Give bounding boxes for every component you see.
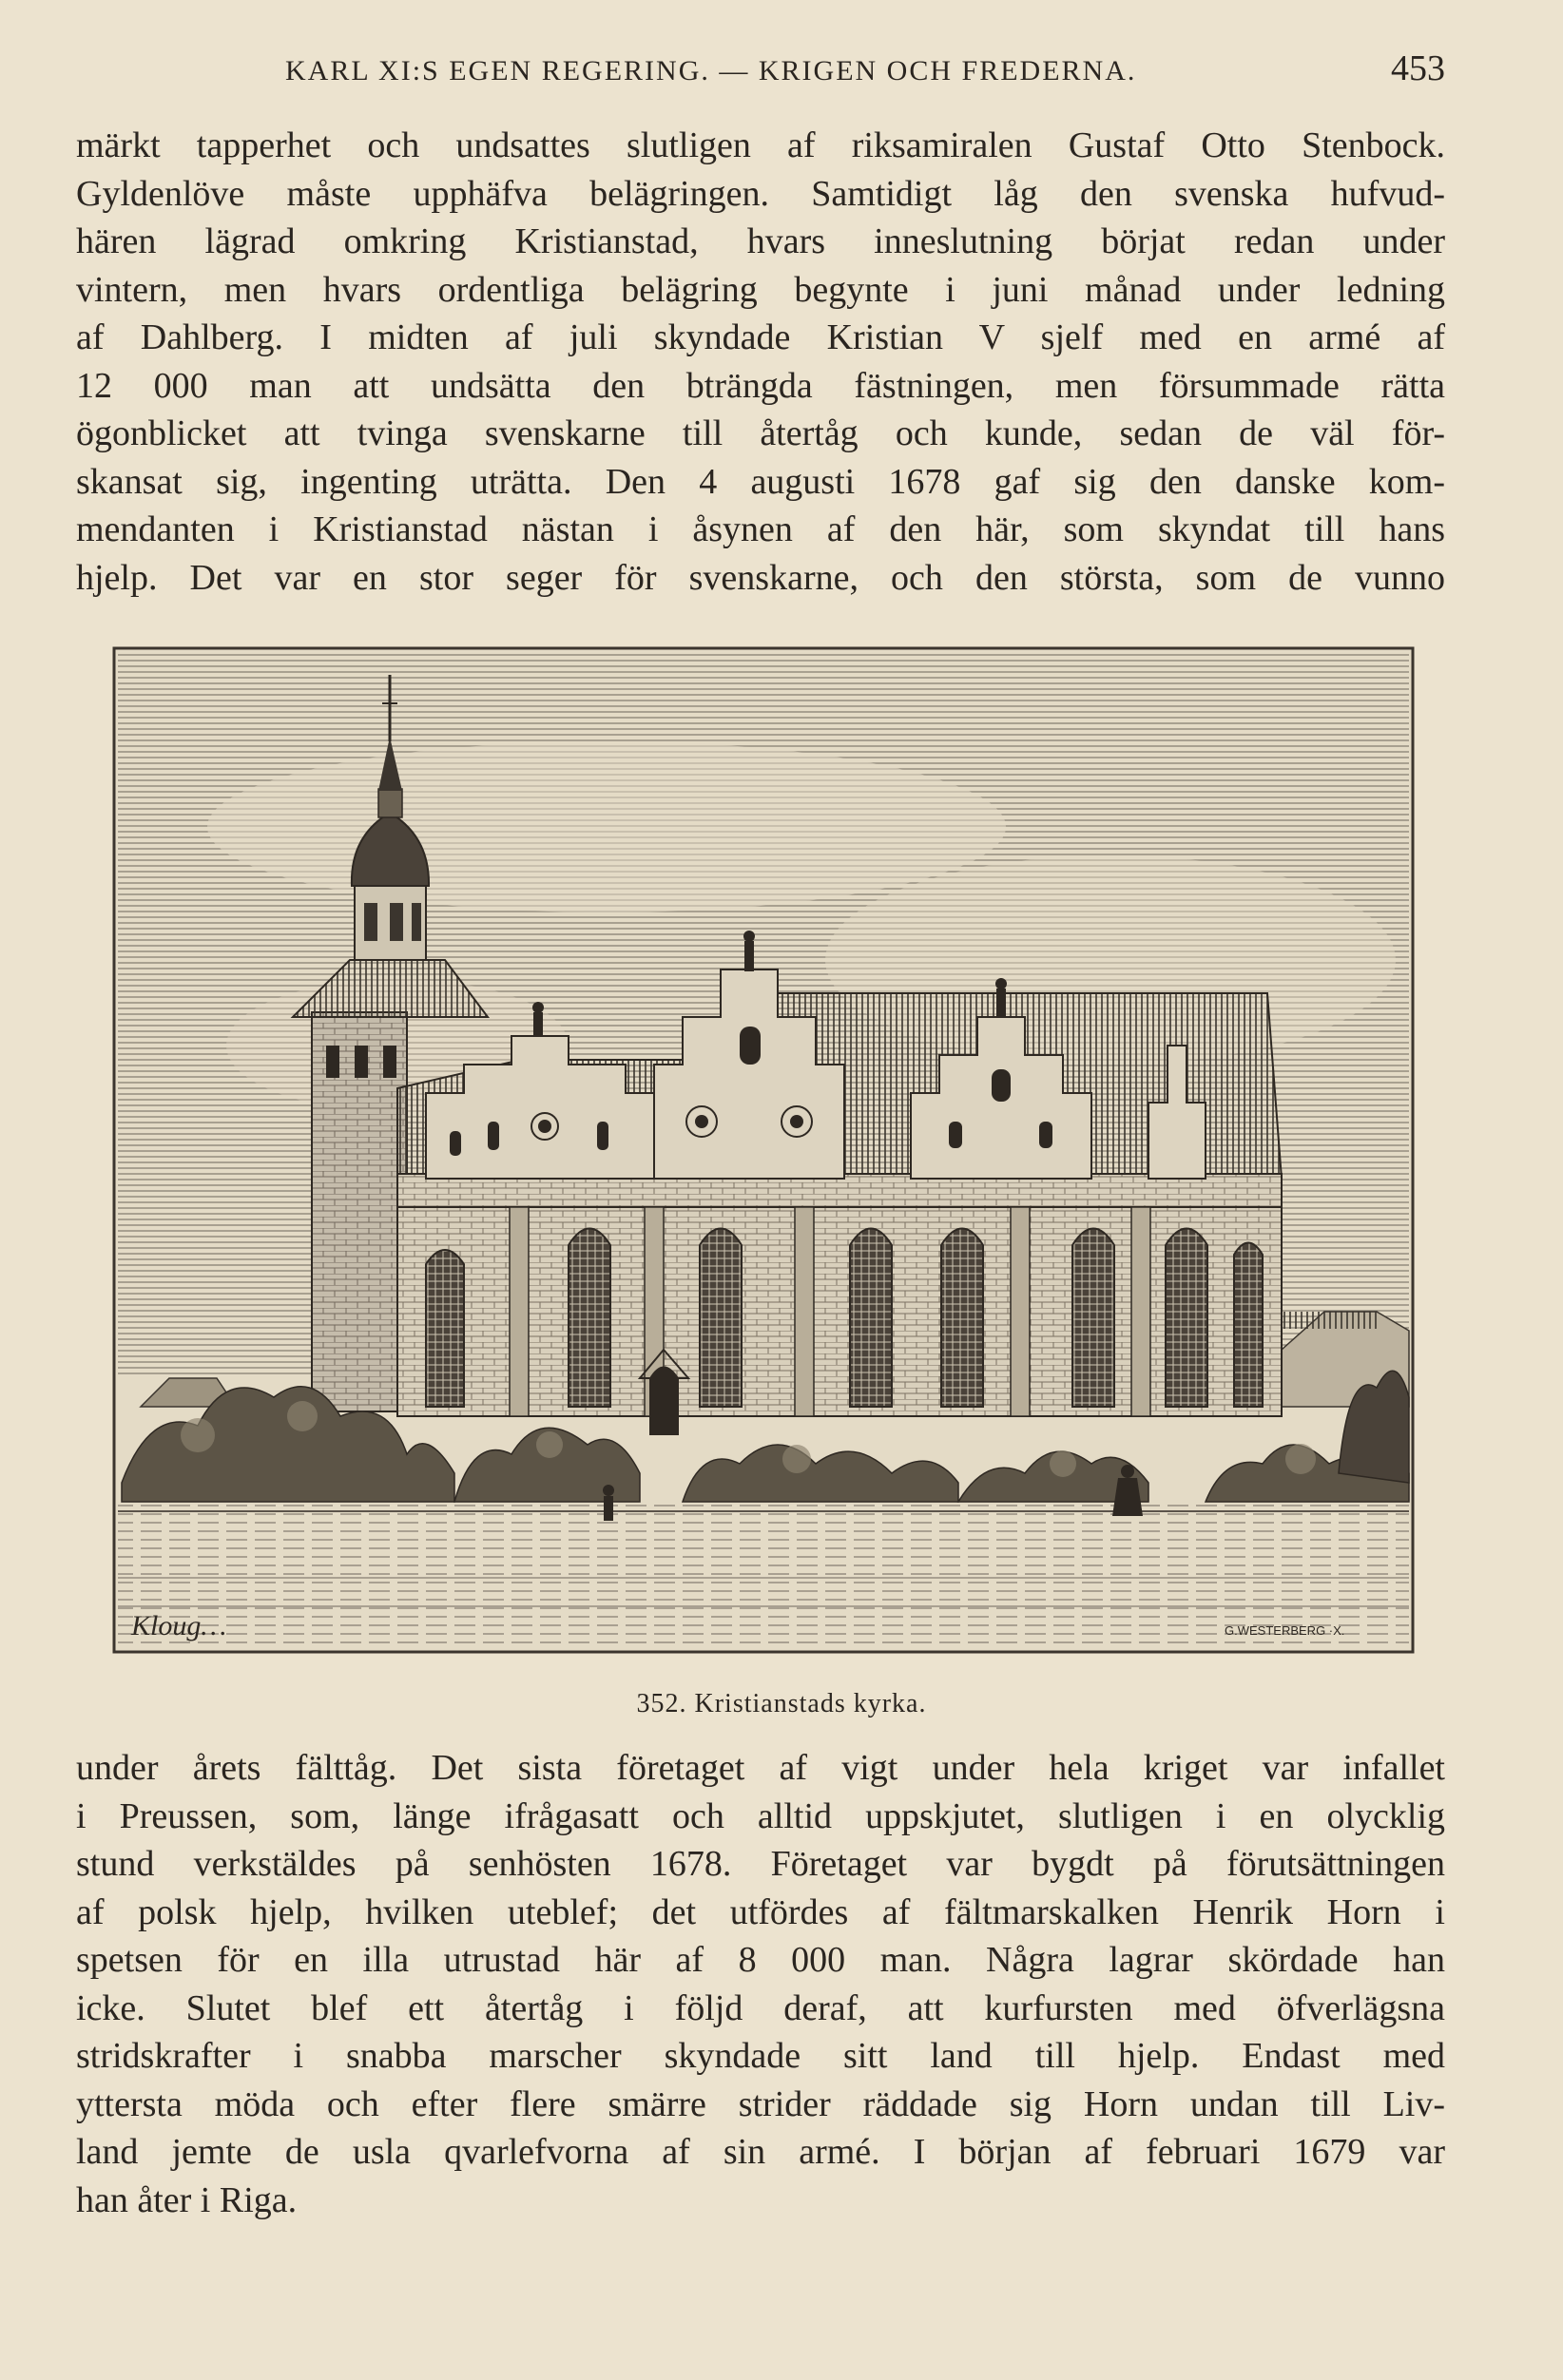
text-line: af polsk hjelp, hvilken uteblef; det utfördes af fältmarskalken Henrik Horn i bbox=[76, 1891, 1445, 1932]
text-line: han åter i Riga. bbox=[76, 2179, 298, 2220]
text-line: i Preussen, som, länge ifrågasatt och alltid uppskjutet, slutligen i en olycklig bbox=[76, 1795, 1445, 1836]
text-line: mendanten i Kristianstad nästan i åsynen af den här, som skyndat till hans bbox=[76, 509, 1445, 549]
running-head: KARL XI:S EGEN REGERING. — KRIGEN OCH FREDERNA. bbox=[285, 55, 1137, 86]
text-line: stund verkstäldes på senhösten 1678. Företaget var bygdt på förutsättningen bbox=[76, 1844, 1445, 1884]
text-line: icke. Slutet blef ett återtåg i följd deraf, att kurfursten med öfverlägsna bbox=[76, 1987, 1445, 2028]
text-line: spetsen för en illa utrustad här af 8 000 man. Några lagrar skördade han bbox=[76, 1940, 1445, 1980]
figure-caption: 352. Kristianstads kyrka. bbox=[636, 1689, 927, 1718]
text-line: skansat sig, ingenting uträtta. Den 4 augusti 1678 gaf sig den danske kom- bbox=[76, 461, 1445, 502]
text-line: under årets fälttåg. Det sista företaget af vigt under hela kriget var infallet bbox=[76, 1748, 1445, 1788]
text-line: stridskrafter i snabba marscher skyndade sitt land till hjelp. Endast med bbox=[76, 2036, 1445, 2076]
church-illustration bbox=[112, 646, 1415, 1654]
paragraph-top bbox=[76, 122, 1445, 602]
text-line: vintern, men hvars ordentliga belägring begynte i juni månad under ledning bbox=[76, 269, 1445, 310]
text-line: Gyldenlöve måste upphäfva belägringen. Samtidigt låg den svenska hufvud- bbox=[76, 173, 1445, 214]
text-line: ögonblicket att tvinga svenskarne till återtåg och kunde, sedan de väl för- bbox=[76, 413, 1445, 453]
text-line: 12 000 man att undsätta den bträngda fästningen, men försummade rätta bbox=[76, 365, 1445, 406]
paragraph-bottom bbox=[76, 1744, 1445, 2224]
text-line: hären lägrad omkring Kristianstad, hvars inneslutning börjat redan under bbox=[76, 221, 1445, 261]
church-engraving bbox=[112, 646, 1415, 1654]
text-line: af Dahlberg. I midten af juli skyndade Kristian V sjelf med en armé af bbox=[76, 317, 1445, 357]
engraver-signature-left: Kloug… bbox=[131, 1610, 227, 1641]
engraver-signature-right: G.WESTERBERG ·X. bbox=[1225, 1623, 1345, 1638]
text-line: yttersta möda och efter flere smärre strider räddade sig Horn undan till Liv- bbox=[76, 2083, 1445, 2124]
page-header bbox=[285, 48, 1445, 95]
text-line: land jemte de usla qvarlefvorna af sin armé. I början af februari 1679 var bbox=[76, 2132, 1445, 2172]
page-number: 453 bbox=[1391, 48, 1445, 88]
text-line: märkt tapperhet och undsattes slutligen af riksamiralen Gustaf Otto Stenbock. bbox=[76, 125, 1445, 165]
text-line: hjelp. Det var en stor seger för svenskarne, och den största, som de vunno bbox=[76, 557, 1445, 598]
